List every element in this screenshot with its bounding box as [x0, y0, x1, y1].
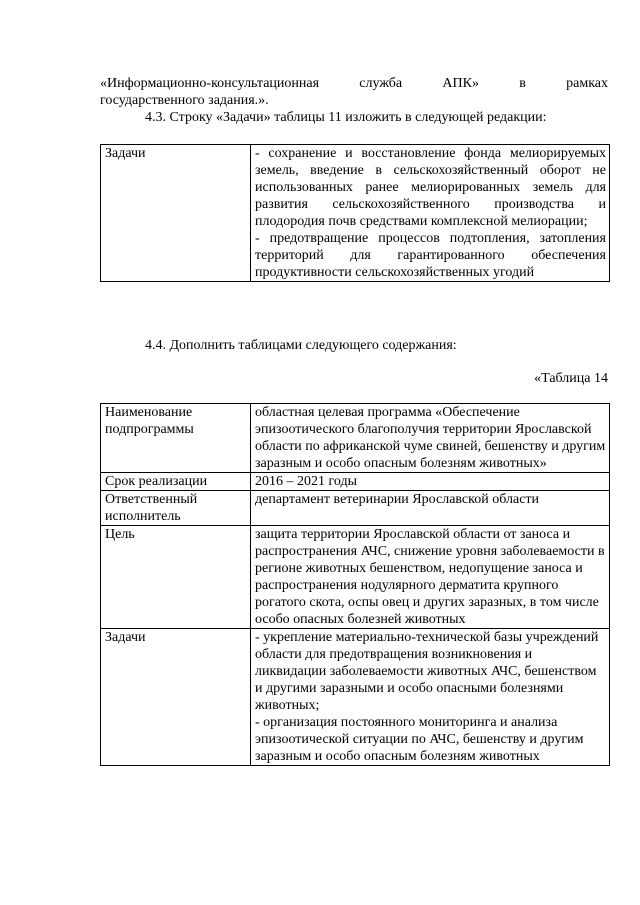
table-11-task-1: - сохранение и восстановление фонда мелиорируемых земель, введение в сельскохозяйственный оборот не использованных ранее мелиорированных земель для развития сельскохозяйственного производства и плодородия почв средствами комплексной мелиорации; [255, 146, 606, 229]
table-11-tasks-row [100, 144, 610, 282]
table-14 [100, 403, 610, 766]
table-14-value-executor: департамент ветеринарии Ярославской области [251, 491, 610, 526]
table-14-value-tasks [251, 629, 610, 766]
table-row [101, 473, 610, 491]
intro-line-2: государственного задания.». [100, 93, 269, 108]
table-14-task-2: - организация постоянного мониторинга и анализа эпизоотической ситуации по АЧС, бешенству и другим заразным и особо опасным болезням животных [255, 715, 584, 764]
table-14-task-1: - укрепление материально-технической базы учреждений области для предотвращения возникновения и ликвидации заболеваемости животных АЧС, бешенством и другими заразными и особо опасными болезнями животных; [255, 630, 599, 713]
table-14-label-executor: Ответственный исполнитель [101, 491, 251, 526]
table-row [101, 145, 610, 282]
table-14-value-period: 2016 – 2021 годы [251, 473, 610, 491]
table-row [101, 629, 610, 766]
table-row [101, 491, 610, 526]
table-14-label-period: Срок реализации [101, 473, 251, 491]
item-4-3: 4.3. Строку «Задачи» таблицы 11 изложить в следующей редакции: [145, 110, 547, 125]
table-11-label: Задачи [101, 145, 251, 282]
table-row [101, 526, 610, 629]
table-14-caption: «Таблица 14 [534, 371, 608, 386]
table-14-value-name: областная целевая программа «Обеспечение эпизоотического благополучия территории Ярославской области по африканской чуме свиней, бешенству и другим заразным и особо опасным болезням животных» [251, 404, 610, 473]
table-row [101, 404, 610, 473]
table-14-label-goal: Цель [101, 526, 251, 629]
table-11-tasks [251, 145, 610, 282]
item-4-4: 4.4. Дополнить таблицами следующего содержания: [145, 338, 457, 353]
table-11-task-2: - предотвращение процессов подтопления, затопления территорий для гарантированного обеспечения продуктивности сельскохозяйственных угодий [255, 231, 606, 280]
table-14-label-tasks: Задачи [101, 629, 251, 766]
table-14-label-name: Наименование подпрограммы [101, 404, 251, 473]
table-14-value-goal: защита территории Ярославской области от заноса и распространения АЧС, снижение уровня заболеваемости в регионе животных бешенством, недопущение заноса и распространения нодулярного дерматита крупного рогатого скота, оспы овец и других заразных, в том числе особо опасных болезней животных [251, 526, 610, 629]
intro-line-1: «Информационно-консультационная служба АПК» в рамках [100, 76, 608, 91]
